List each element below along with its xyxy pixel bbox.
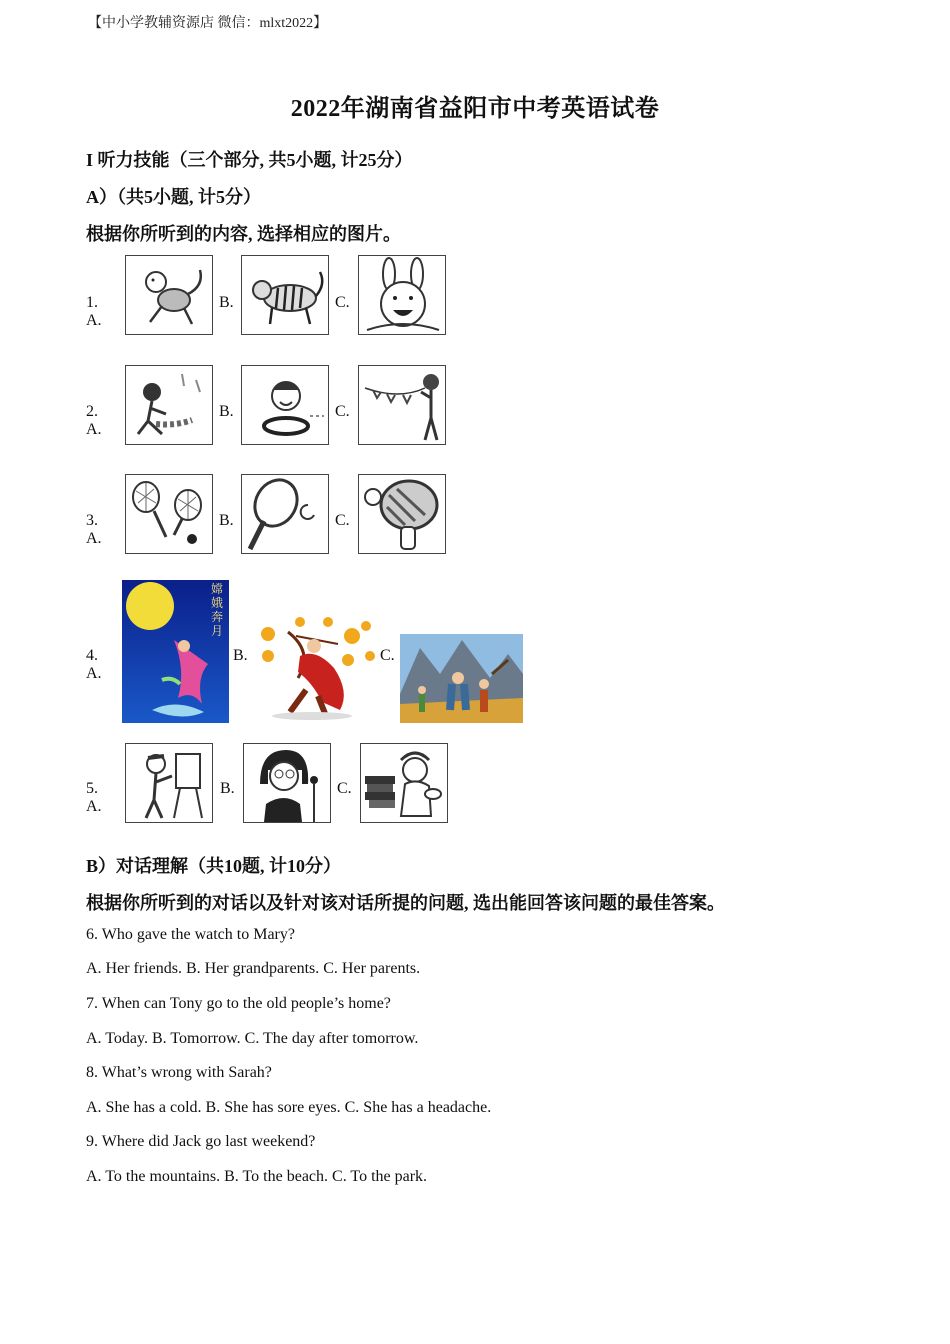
question-9-options: A. To the mountains. B. To the beach. C. To the park. [86, 1168, 428, 1185]
yugong-mountain-icon[interactable] [400, 634, 523, 723]
reading-girl-icon[interactable] [360, 743, 448, 823]
rabbit-icon[interactable] [358, 255, 446, 335]
hou-yi-archer-icon[interactable] [254, 612, 378, 720]
option-c-label: C. [380, 647, 395, 664]
question-9-text: 9. Where did Jack go last weekend? [86, 1133, 316, 1150]
painting-man-icon[interactable] [125, 743, 213, 823]
flags-boy-icon[interactable] [358, 365, 446, 445]
option-b-label: B. [219, 512, 234, 529]
question-5-label: 5. A. [86, 780, 102, 815]
option-c-label: C. [335, 403, 350, 420]
tiger-icon[interactable] [241, 255, 329, 335]
question-4-label: 4. A. [86, 647, 102, 682]
question-3-label: 3. A. [86, 512, 102, 547]
question-8-options: A. She has a cold. B. She has sore eyes. C. She has a headache. [86, 1099, 492, 1116]
chang-e-moon-icon[interactable] [122, 580, 229, 723]
swimming-boy-icon[interactable] [241, 365, 329, 445]
question-2-label: 2. A. [86, 403, 102, 438]
tennis-racket-icon[interactable] [241, 474, 329, 554]
part-one-heading: I 听力技能（三个部分, 共5小题, 计25分） [86, 150, 413, 170]
section-a-heading: A）（共5小题, 计5分） [86, 187, 261, 207]
section-b-heading: B）对话理解（共10题, 计10分） [86, 856, 342, 876]
ping-pong-paddle-icon[interactable] [358, 474, 446, 554]
option-c-label: C. [337, 780, 352, 797]
section-a-instruction: 根据你所听到的内容, 选择相应的图片。 [86, 224, 401, 244]
playing-boy-icon[interactable] [125, 365, 213, 445]
question-6-text: 6. Who gave the watch to Mary? [86, 926, 295, 943]
option-b-label: B. [233, 647, 248, 664]
exam-title: 2022年湖南省益阳市中考英语试卷 [290, 96, 660, 122]
badminton-icon[interactable] [125, 474, 213, 554]
question-6-options: A. Her friends. B. Her grandparents. C. Her parents. [86, 960, 421, 977]
moon-caption: 嫦娥奔月 [211, 582, 224, 638]
question-1-label: 1. A. [86, 294, 102, 329]
option-c-label: C. [335, 294, 350, 311]
option-b-label: B. [219, 403, 234, 420]
page-header: 【中小学教辅资源店 微信：mlxt2022】 [88, 16, 328, 31]
monkey-icon[interactable] [125, 255, 213, 335]
option-c-label: C. [335, 512, 350, 529]
option-b-label: B. [220, 780, 235, 797]
question-7-options: A. Today. B. Tomorrow. C. The day after tomorrow. [86, 1030, 419, 1047]
singing-girl-icon[interactable] [243, 743, 331, 823]
section-b-instruction: 根据你所听到的对话以及针对该对话所提的问题, 选出能回答该问题的最佳答案。 [86, 893, 725, 913]
option-b-label: B. [219, 294, 234, 311]
question-8-text: 8. What’s wrong with Sarah? [86, 1064, 272, 1081]
question-7-text: 7. When can Tony go to the old people’s home? [86, 995, 391, 1012]
